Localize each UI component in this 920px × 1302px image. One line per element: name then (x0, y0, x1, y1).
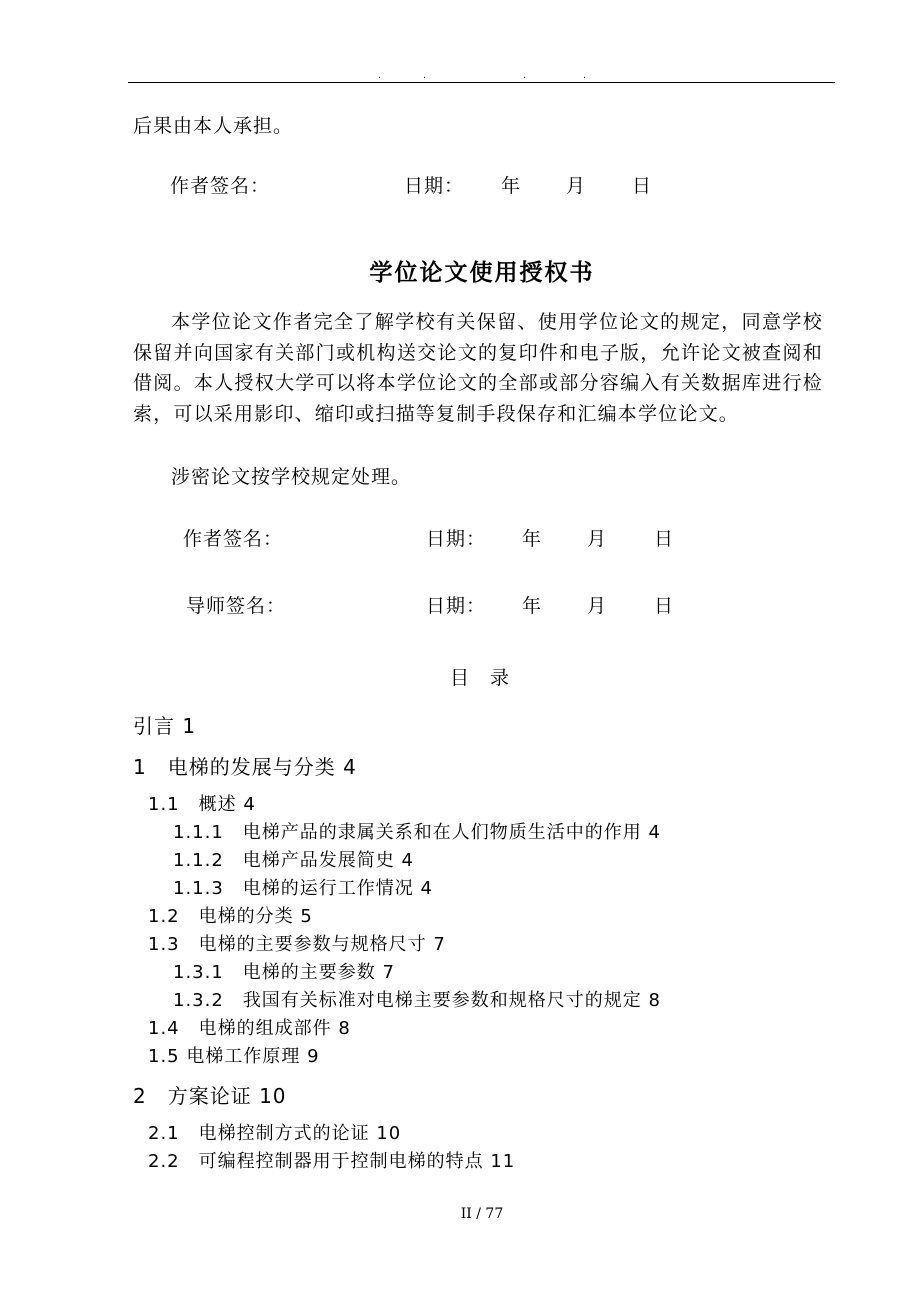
header-rule (128, 82, 835, 83)
toc-entry: 1.1 概述 4 (148, 794, 256, 815)
header-dot: . (378, 70, 382, 81)
toc-entry: 引言 1 (133, 714, 197, 738)
day-label: 日 (654, 595, 675, 617)
month-label: 月 (587, 528, 608, 550)
authorization-title: 学位论文使用授权书 (369, 259, 595, 286)
year-label: 年 (501, 175, 522, 197)
toc-entry: 2.2 可编程控制器用于控制电梯的特点 11 (148, 1151, 516, 1172)
toc-entry: 1.3 电梯的主要参数与规格尺寸 7 (148, 934, 446, 955)
date-label: 日期： (404, 175, 465, 197)
month-label: 月 (587, 595, 608, 617)
toc-entry: 1.1.1 电梯产品的隶属关系和在人们物质生活中的作用 4 (173, 822, 661, 843)
year-label: 年 (522, 528, 543, 550)
toc-entry: 1.5 电梯工作原理 9 (148, 1046, 320, 1067)
continuation-text: 后果由本人承担。 (133, 115, 294, 137)
year-label: 年 (522, 595, 543, 617)
toc-entry: 2.1 电梯控制方式的论证 10 (148, 1123, 402, 1144)
toc-entry: 1.3.1 电梯的主要参数 7 (173, 962, 395, 983)
authorization-paragraph: 本学位论文作者完全了解学校有关保留、使用学位论文的规定，同意学校保留并向国家有关部门或机构送交论文的复印件和电子版，允许论文被查阅和借阅。本人授权大学可以将本学位论文的全部或部分容编入有关数据库进行检索，可以采用影印、缩印或扫描等复制手段保存和汇编本学位论文。 (133, 311, 823, 425)
day-label: 日 (654, 528, 675, 550)
toc-entry: 1.4 电梯的组成部件 8 (148, 1018, 351, 1039)
toc-entry: 1.3.2 我国有关标准对电梯主要参数和规格尺寸的规定 8 (173, 990, 661, 1011)
date-label: 日期： (426, 595, 487, 617)
confidential-note: 涉密论文按学校规定处理。 (171, 466, 412, 488)
day-label: 日 (632, 175, 653, 197)
date-label: 日期： (426, 528, 487, 550)
author-signature-label: 作者签名： (183, 528, 284, 550)
toc-entry: 1.2 电梯的分类 5 (148, 906, 313, 927)
month-label: 月 (566, 175, 587, 197)
toc-entry: 2 方案论证 10 (133, 1084, 287, 1108)
header-dot: . (523, 70, 527, 81)
author-signature-label: 作者签名： (170, 175, 271, 197)
toc-title: 目 录 (450, 667, 511, 689)
toc-entry: 1.1.2 电梯产品发展简史 4 (173, 850, 414, 871)
header-dot: . (423, 70, 427, 81)
advisor-signature-label: 导师签名： (186, 595, 287, 617)
toc-entry: 1 电梯的发展与分类 4 (133, 755, 357, 779)
toc-entry: 1.1.3 电梯的运行工作情况 4 (173, 878, 433, 899)
page-number: II / 77 (460, 1206, 504, 1222)
header-dot: . (583, 70, 587, 81)
